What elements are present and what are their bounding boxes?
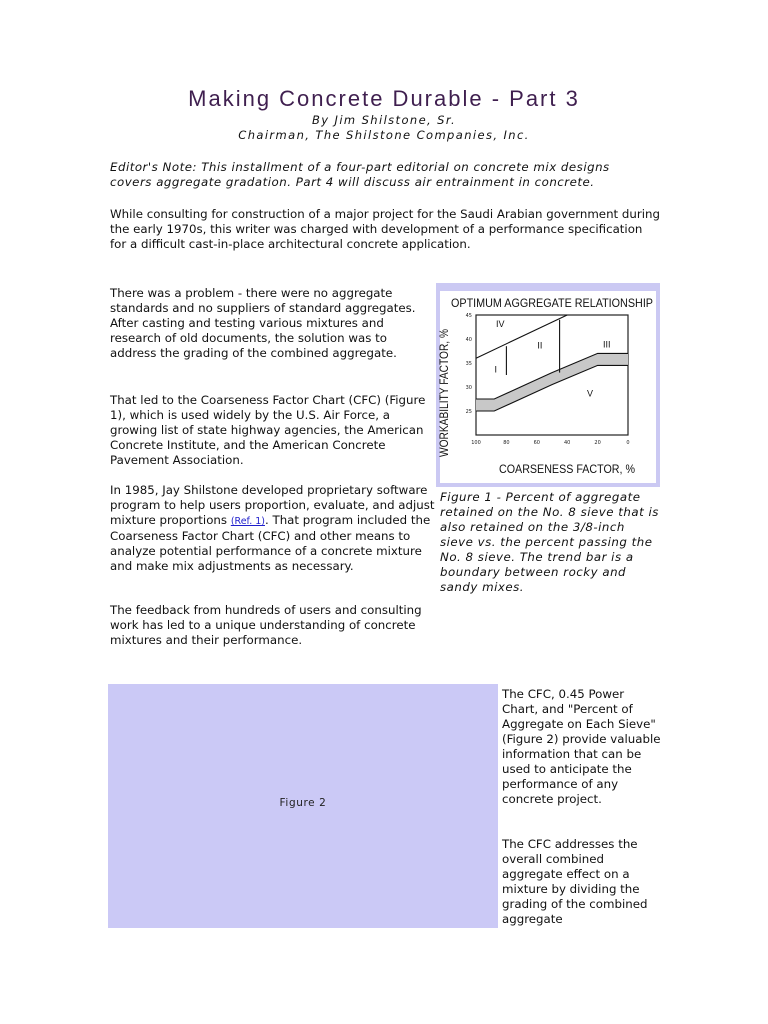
zone-label-ii: II xyxy=(537,340,543,351)
author-byline: By Jim Shilstone, Sr. xyxy=(311,113,456,127)
zone-label-iv: IV xyxy=(496,319,505,329)
y-tick-label: 30 xyxy=(465,385,472,391)
cfc-paragraph: That led to the Coarseness Factor Chart (CFC) (Figure 1), which is used widely by the U.S. Air Force, a growing list of state highway agencies, the American Concrete Institute, and the American Concrete Pavement Association. xyxy=(110,393,426,467)
y-tick-label: 45 xyxy=(465,313,472,319)
ref-1-link[interactable]: (Ref. 1) xyxy=(230,516,265,527)
author-affiliation: Chairman, The Shilstone Companies, Inc. xyxy=(238,128,530,142)
x-tick-label: 60 xyxy=(533,440,540,446)
software-paragraph xyxy=(110,483,436,574)
y-tick-label: 25 xyxy=(465,409,472,415)
intro-paragraph: While consulting for construction of a major project for the Saudi Arabian government during the early 1970s, this writer was charged with development of a performance specification for a difficult cast-in-place architectural concrete application. xyxy=(110,207,660,251)
cfc-addresses-paragraph: The CFC addresses the overall combined aggregate effect on a mixture by dividing the grading of the combined aggregate xyxy=(502,837,648,926)
chart-x-axis-label: COARSENESS FACTOR, % xyxy=(499,464,635,476)
software-text-start: In 1985, Jay Shilstone developed proprietary software program to help users proportion, evaluate, and adjust mixture proportions xyxy=(110,483,435,527)
x-tick-label: 20 xyxy=(594,440,601,446)
x-tick-label: 80 xyxy=(503,440,510,446)
zone-label-i: I xyxy=(494,364,498,375)
problem-paragraph: There was a problem - there were no aggregate standards and no suppliers of standard aggregates. After casting and testing various mixtures and research of old documents, the solution was to address the grading of the combined aggregate. xyxy=(110,286,416,360)
x-tick-label: 40 xyxy=(564,440,571,446)
cfc-power-paragraph: The CFC, 0.45 Power Chart, and "Percent of Aggregate on Each Sieve" (Figure 2) provide valuable information that can be used to anticipate the performance of any concrete project. xyxy=(502,687,661,806)
page-title: Making Concrete Durable - Part 3 xyxy=(188,86,580,111)
coarseness-factor-chart xyxy=(436,283,660,487)
figure-1-chart xyxy=(436,283,660,487)
chart-y-axis-label: WORKABILITY FACTOR, % xyxy=(439,312,451,457)
chart-title: OPTIMUM AGGREGATE RELATIONSHIP xyxy=(451,296,653,310)
zone-label-iii: III xyxy=(602,339,611,350)
feedback-paragraph: The feedback from hundreds of users and consulting work has led to a unique understanding of concrete mixtures and their performance. xyxy=(110,603,422,647)
y-tick-label: 40 xyxy=(465,337,472,343)
y-tick-label: 35 xyxy=(465,361,472,367)
x-tick-label: 0 xyxy=(626,440,630,446)
figure-2-label: Figure 2 xyxy=(279,797,327,809)
software-text-end: . That program included the Coarseness Factor Chart (CFC) and other means to analyze potential performance of a concrete mixture and make mix adjustments as necessary. xyxy=(110,513,431,573)
editor-note: Editor's Note: This installment of a four-part editorial on concrete mix designs covers aggregate gradation. Part 4 will discuss air entrainment in concrete. xyxy=(110,160,610,189)
x-tick-label: 100 xyxy=(471,440,481,446)
figure-2-placeholder xyxy=(108,684,498,928)
figure-1-caption: Figure 1 - Percent of aggregate retained on the No. 8 sieve that is also retained on the 3/8-inch sieve vs. the percent passing the No. 8 sieve. The trend bar is a boundary between rocky and sandy mixes. xyxy=(440,490,659,594)
zone-label-v: V xyxy=(586,388,594,399)
